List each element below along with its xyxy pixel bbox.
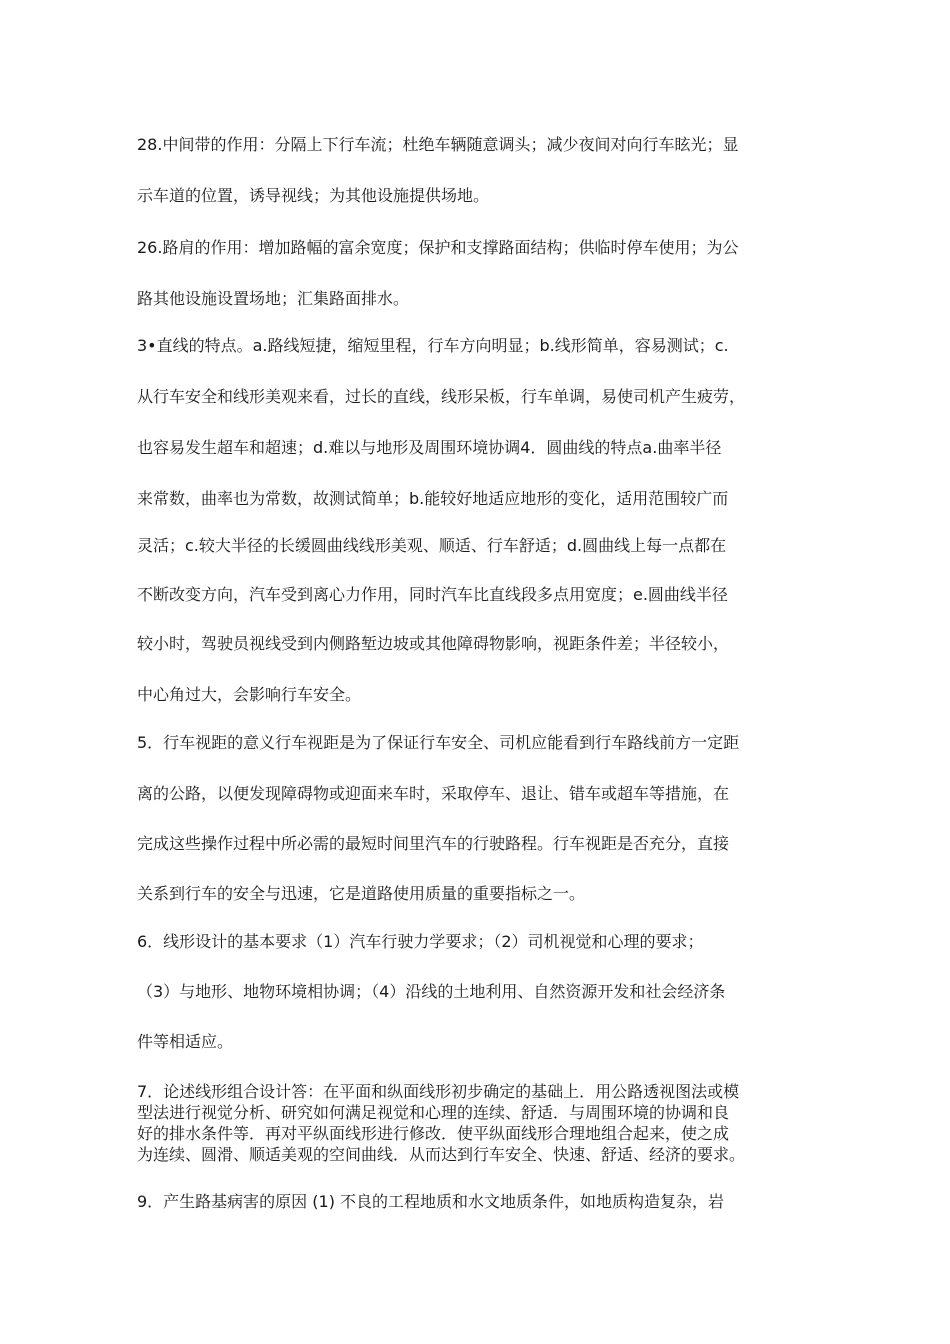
text-line: 示车道的位置，诱导视线；为其他设施提供场地。 bbox=[137, 186, 490, 205]
text-line: 5．行车视距的意义行车视距是为了保证行车安全、司机应能看到行车路线前方一定距 bbox=[137, 733, 740, 752]
text-line: 来常数，曲率也为常数，故测试简单；b.能较好地适应地形的变化，适用范围较广而 bbox=[137, 489, 729, 508]
text-line: 较小时，驾驶员视线受到内侧路堑边坡或其他障碍物影响，视距条件差；半径较小， bbox=[137, 634, 730, 653]
text-line: 中心角过大，会影响行车安全。 bbox=[137, 685, 362, 704]
text-line: 28.中间带的作用：分隔上下行车流；杜绝车辆随意调头；减少夜间对向行车眩光；显 bbox=[137, 135, 739, 154]
text-line: 3•直线的特点。a.路线短捷，缩短里程，行车方向明显；b.线形简单，容易测试；c. bbox=[137, 336, 729, 355]
text-line: 完成这些操作过程中所必需的最短时间里汽车的行驶路程。行车视距是否充分，直接 bbox=[137, 834, 730, 853]
text-line: 7．论述线形组合设计答：在平面和纵面线形初步确定的基础上．用公路透视图法或模 bbox=[137, 1082, 740, 1101]
text-line: 好的排水条件等．再对平纵面线形进行修改．使平纵面线形合理地组合起来，使之成 bbox=[137, 1124, 730, 1143]
text-line: 灵活；c.较大半径的长缓圆曲线线形美观、顺适、行车舒适；d.圆曲线上每一点都在 bbox=[137, 536, 727, 555]
text-line: 26.路肩的作用：增加路幅的富余宽度；保护和支撑路面结构；供临时停车使用；为公 bbox=[137, 238, 739, 257]
text-line: 件等相适应。 bbox=[137, 1032, 234, 1051]
text-line: 也容易发生超车和超速；d.难以与地形及周围环境协调4．圆曲线的特点a.曲率半径 bbox=[137, 438, 722, 457]
text-line: 9．产生路基病害的原因 (1) 不良的工程地质和水文地质条件，如地质构造复杂，岩 bbox=[137, 1192, 725, 1211]
text-line: 从行车安全和线形美观来看，过长的直线，线形呆板，行车单调，易使司机产生疲劳， bbox=[137, 387, 746, 406]
text-line: 为连续、圆滑、顺适美观的空间曲线．从而达到行车安全、快速、舒适、经济的要求。 bbox=[137, 1145, 746, 1164]
text-line: 关系到行车的安全与迅速，它是道路使用质量的重要指标之一。 bbox=[137, 884, 586, 903]
text-line: 路其他设施设置场地；汇集路面排水。 bbox=[137, 289, 410, 308]
text-line: 6．线形设计的基本要求（1）汽车行驶力学要求；（2）司机视觉和心理的要求； bbox=[137, 932, 704, 951]
text-line: （3）与地形、地物环境相协调；（4）沿线的土地利用、自然资源开发和社会经济条 bbox=[137, 982, 726, 1001]
text-line: 不断改变方向，汽车受到离心力作用，同时汽车比直线段多点用宽度；e.圆曲线半径 bbox=[137, 585, 728, 604]
text-line: 型法进行视觉分析、研究如何满足视觉和心理的连续、舒适．与周围环境的协调和良 bbox=[137, 1103, 730, 1122]
text-line: 离的公路，以便发现障碍物或迎面来车时，采取停车、退让、错车或超车等措施，在 bbox=[137, 784, 730, 803]
